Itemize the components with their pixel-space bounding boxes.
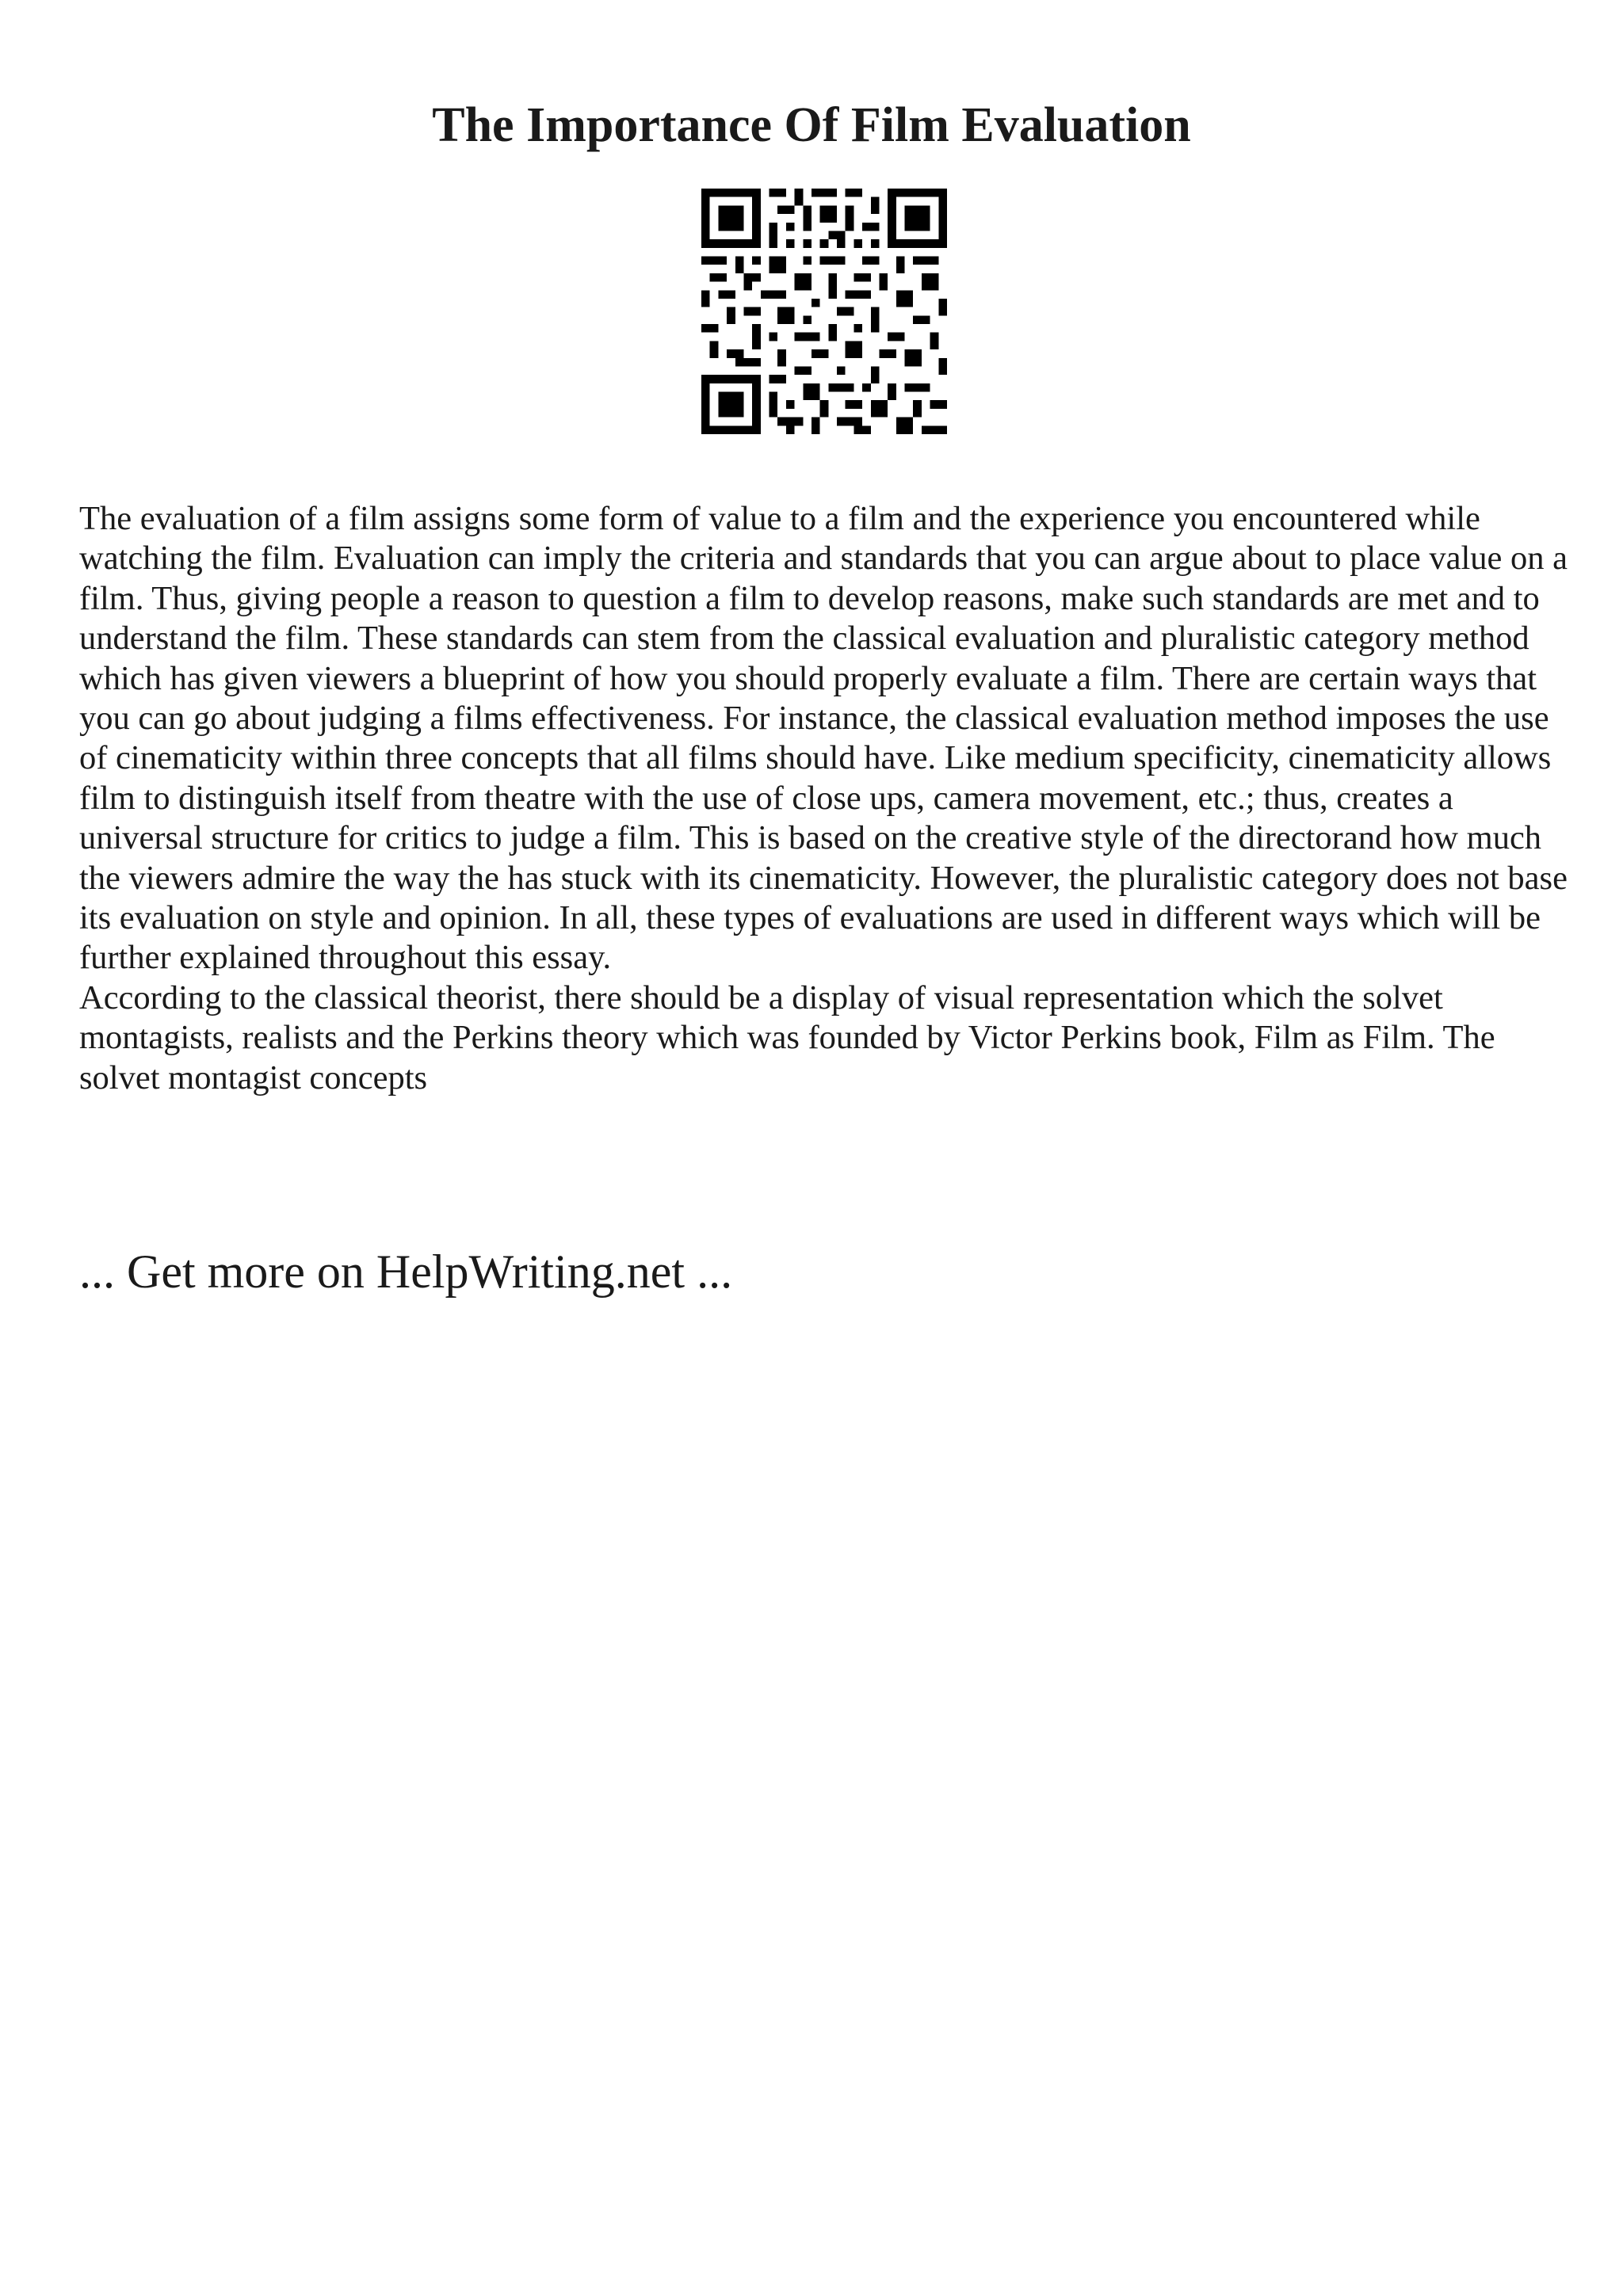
essay-body [79, 499, 1569, 1098]
page-title: The Importance Of Film Evaluation [432, 98, 1191, 152]
get-more-link[interactable]: ... Get more on HelpWriting.net ... [79, 1245, 733, 1298]
paragraph: The evaluation of a film assigns some form of value to a film and the experience you encountered while watching the film. Evaluation can imply the criteria and standards that you can argue about to place value on a film. Thus, giving people a reason to question a film to develop reasons, make such standards are met and to understand the film. These standards can stem from the classical evaluation and pluralistic category method which has given viewers a blueprint of how you should properly evaluate a film. There are certain ways that you can go about judging a films effectiveness. For instance, the classical evaluation method imposes the use of cinematicity within three concepts that all films should have. Like medium specificity, cinematicity allows film to distinguish itself from theatre with the use of close ups, camera movement, etc.; thus, creates a universal structure for critics to judge a film. This is based on the creative style of the directorand how much the viewers admire the way the has stuck with its cinematicity. However, the pluralistic category does not base its evaluation on style and opinion. In all, these types of evaluations are used in different ways which will be further explained throughout this essay. [79, 500, 1568, 977]
qr-code-icon [701, 189, 947, 434]
paragraph: According to the classical theorist, there should be a display of visual representation which the solvet montagists, realists and the Perkins theory which was founded by Victor Perkins book, Film as Film. The solvet montagist concepts [79, 978, 1495, 1097]
